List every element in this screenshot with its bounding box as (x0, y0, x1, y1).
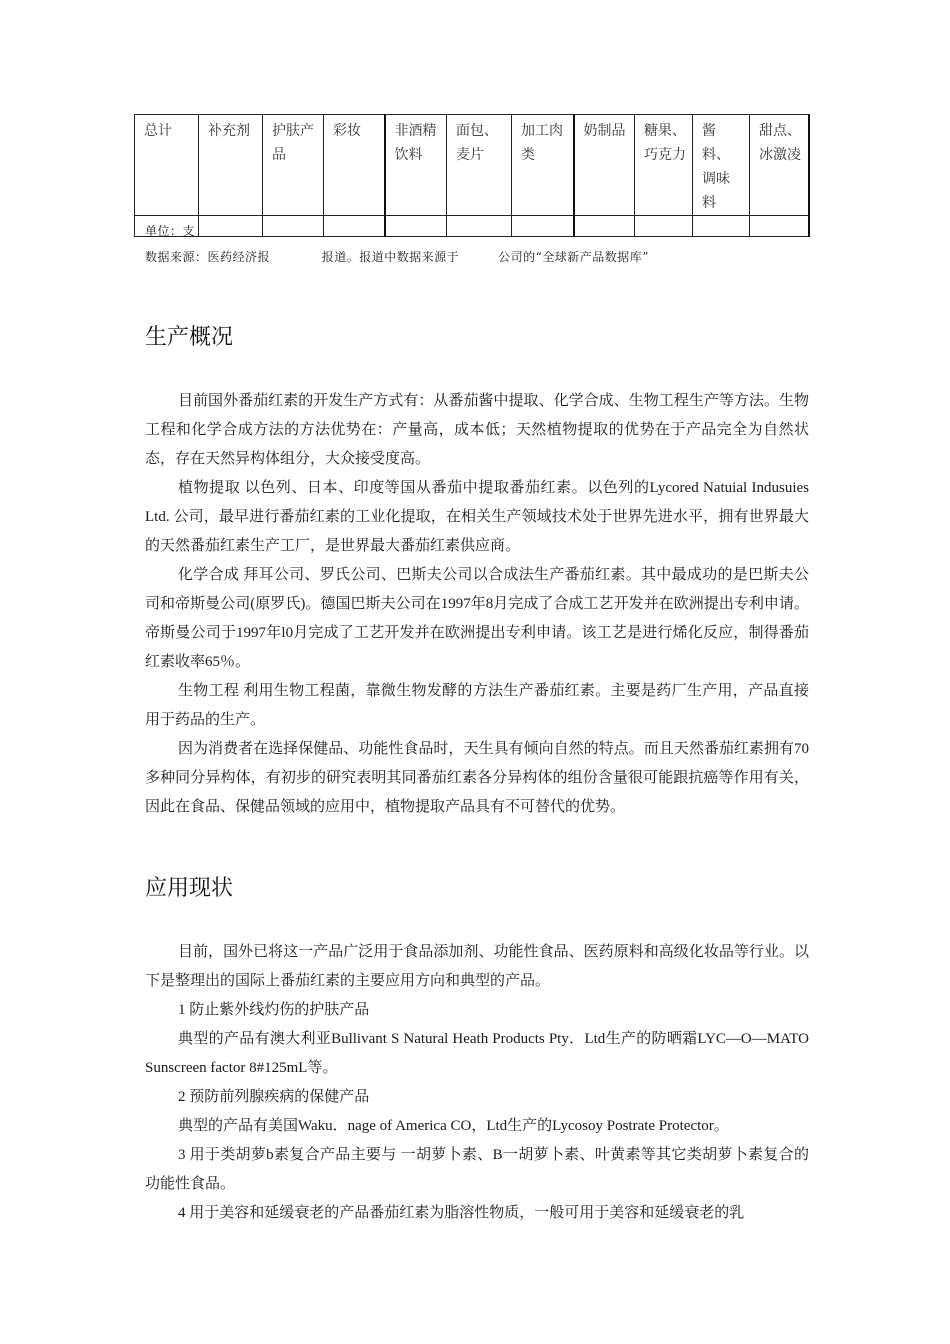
table-header-cell: 彩妆 (324, 115, 385, 216)
table-header-cell: 总计 (135, 115, 199, 216)
table-header-cell: 酱料、调味料 (693, 115, 750, 216)
table-header-cell: 面包、麦片 (447, 115, 512, 216)
paragraph: 4 用于美容和延缓衰老的产品番茄红素为脂溶性物质，一般可用于美容和延缓衰老的乳 (178, 1205, 745, 1221)
paragraph: 植物提取 以色列、日本、印度等国从番茄中提取番茄红素。以色列的Lycored Natuial Indusuies Ltd. 公司，最早进行番茄红素的工业化提取，在相关生产领域技术处于世界先进水平，拥有世界最大的天然番茄红素生产工厂，是世界最大番茄红素供应商。 (145, 480, 809, 554)
table-cell (263, 216, 324, 237)
paragraph: 化学合成 拜耳公司、罗氏公司、巴斯夫公司以合成法生产番茄红素。其中最成功的是巴斯夫公司和帝斯曼公司(原罗氏)。德国巴斯夫公司在1997年8月完成了合成工艺开发并在欧洲提出专利申请。帝斯曼公司于1997年l0月完成了工艺开发并在欧洲提出专利申请。该工艺是进行烯化反应，制得番茄红素收率65％。 (145, 567, 809, 670)
paragraph: 因为消费者在选择保健品、功能性食品时，天生具有倾向自然的特点。而且天然番茄红素拥有70多种同分异构体，有初步的研究表明其同番茄红素各分异构体的组份含量很可能跟抗癌等作用有关，因此在食品、保健品领域的应用中，植物提取产品具有不可替代的优势。 (145, 741, 809, 815)
product-category-table (134, 114, 810, 237)
table-header-cell: 糖果、巧克力 (635, 115, 693, 216)
paragraph: 典型的产品有澳大利亚Bullivant S Natural Heath Products Pty．Ltd生产的防晒霜LYC—O—MATO Sunscreen factor 8#125mL等。 (145, 1031, 809, 1076)
table-header-cell: 甜点、冰激凌 (750, 115, 809, 216)
table-cell (693, 216, 750, 237)
table-cell (512, 216, 574, 237)
list-item-heading: 2 预防前列腺疾病的保健产品 (178, 1089, 370, 1105)
section-title-application: 应用现状 (145, 876, 234, 901)
section-title-production: 生产概况 (145, 325, 234, 350)
source-note: 数据来源：医药经济报 报道。报道中数据来源于 公司的“全球新产品数据库” (145, 250, 649, 264)
unit-note: 单位：支 (145, 224, 196, 238)
table-cell (447, 216, 512, 237)
table-cell (324, 216, 385, 237)
table-cell (574, 216, 635, 237)
paragraph: 典型的产品有美国Waku．nage of America CO，Ltd生产的Lycosoy Postrate Protector。 (178, 1118, 729, 1134)
table-cell (199, 216, 263, 237)
table-header-cell: 补充剂 (199, 115, 263, 216)
table-row (135, 216, 809, 237)
table-header-cell: 奶制品 (574, 115, 635, 216)
paragraph: 3 用于类胡萝b素复合产品主要与 一胡萝卜素、B一胡萝卜素、叶黄素等其它类胡萝卜素复合的功能性食品。 (145, 1147, 809, 1192)
table-cell (385, 216, 447, 237)
table-cell (635, 216, 693, 237)
paragraph: 生物工程 利用生物工程菌，靠微生物发酵的方法生产番茄红素。主要是药厂生产用，产品直接用于药品的生产。 (145, 683, 809, 728)
table-header-row (135, 115, 809, 216)
paragraph: 目前，国外已将这一产品广泛用于食品添加剂、功能性食品、医药原料和高级化妆品等行业。以下是整理出的国际上番茄红素的主要应用方向和典型的产品。 (145, 944, 809, 989)
paragraph: 目前国外番茄红素的开发生产方式有：从番茄酱中提取、化学合成、生物工程生产等方法。生物工程和化学合成方法的方法优势在：产量高，成本低；天然植物提取的优势在于产品完全为自然状态，存在天然异构体组分，大众接受度高。 (145, 393, 809, 467)
table-header-cell: 护肤产品 (263, 115, 324, 216)
list-item-heading: 1 防止紫外线灼伤的护肤产品 (178, 1002, 370, 1018)
table-header-cell: 非酒精饮料 (385, 115, 447, 216)
table-header-cell: 加工肉类 (512, 115, 574, 216)
table-cell (750, 216, 809, 237)
